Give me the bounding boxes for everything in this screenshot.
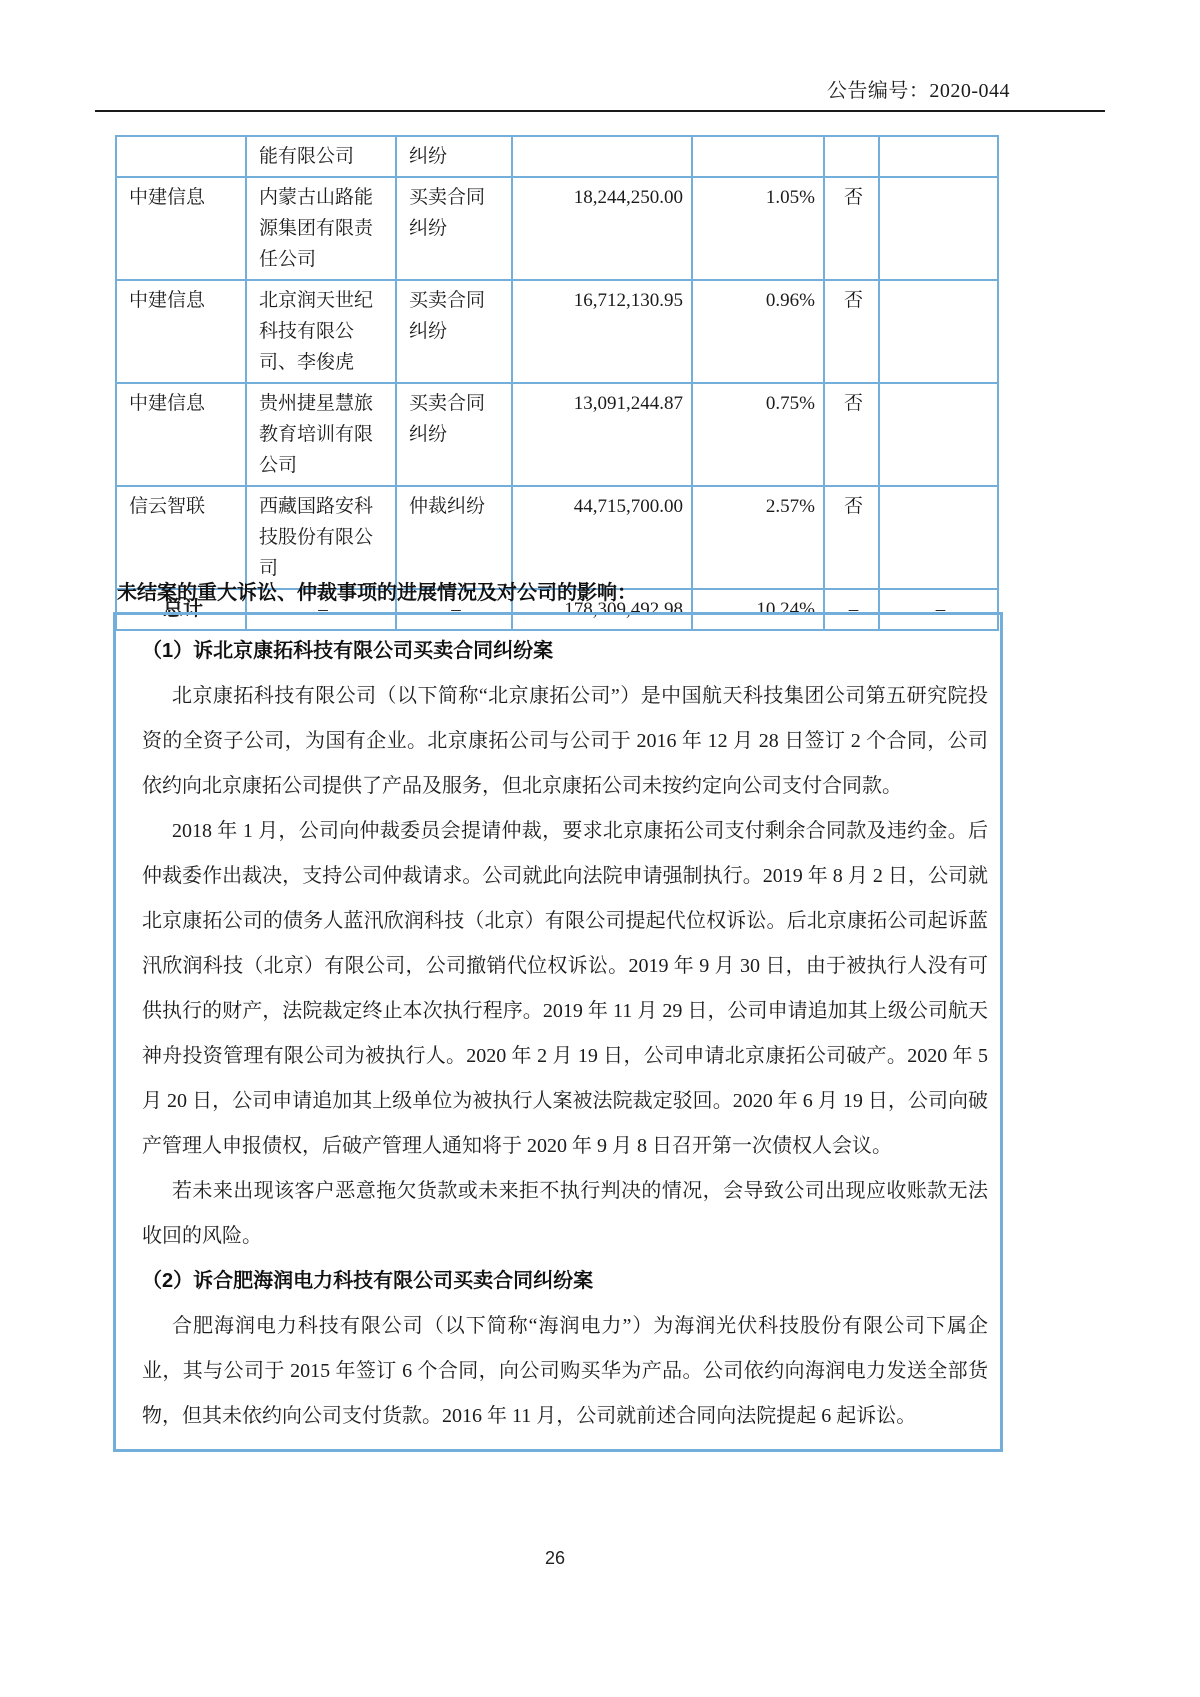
table-cell: [879, 383, 998, 486]
table-cell: [879, 136, 998, 177]
table-cell: [512, 136, 692, 177]
table-cell: –: [246, 589, 396, 630]
table-cell: 中建信息: [116, 177, 246, 280]
table-cell: 否: [824, 383, 879, 486]
litigation-table: [115, 135, 999, 631]
table-cell: 否: [824, 280, 879, 383]
table-cell: 总计: [116, 589, 246, 630]
case-heading: （2）诉合肥海润电力科技有限公司买卖合同纠纷案: [142, 1270, 594, 1292]
table-cell: 2.57%: [692, 486, 824, 589]
case-paragraph: 合肥海润电力科技有限公司（以下简称“海润电力”）为海润光伏科技股份有限公司下属企业，其与公司于 2015 年签订 6 个合同，向公司购买华为产品。公司依约向海润电力发送全部货物，但其未依约向公司支付货款。2016 年 11 月，公司就前述合同向法院提起 6 起诉讼。: [142, 1315, 988, 1427]
case-heading: （1）诉北京康拓科技有限公司买卖合同纠纷案: [142, 640, 554, 662]
table-cell: [879, 486, 998, 589]
table-cell: 16,712,130.95: [512, 280, 692, 383]
table-cell: 纠纷: [396, 136, 512, 177]
table-cell: 信云智联: [116, 486, 246, 589]
table-cell: 1.05%: [692, 177, 824, 280]
table-cell: 中建信息: [116, 280, 246, 383]
case-paragraph: 2018 年 1 月，公司向仲裁委员会提请仲裁，要求北京康拓公司支付剩余合同款及违约金。后仲裁委作出裁决，支持公司仲裁请求。公司就此向法院申请强制执行。2019 年 8 月 2 日，公司就北京康拓公司的债务人蓝汛欣润科技（北京）有限公司提起代位权诉讼。后北京康拓公司起诉蓝汛欣润科技（北京）有限公司，公司撤销代位权诉讼。2019 年 9 月 30 日，由于被执行人没有可供执行的财产，法院裁定终止本次执行程序。2019 年 11 月 29 日，公司申请追加其上级公司航天神舟投资管理有限公司为被执行人。2020 年 2 月 19 日，公司申请北京康拓公司破产。2020 年 5 月 20 日，公司申请追加其上级单位为被执行人案被法院裁定驳回。2020 年 6 月 19 日，公司向破产管理人申报债权，后破产管理人通知将于 2020 年 9 月 8 日召开第一次债权人会议。: [142, 820, 988, 1157]
table-cell: 能有限公司: [246, 136, 396, 177]
table-cell: [116, 136, 246, 177]
table-cell: –: [396, 589, 512, 630]
table-cell: 西藏国路安科技股份有限公司: [246, 486, 396, 589]
table-cell: [879, 280, 998, 383]
table-cell: 否: [824, 177, 879, 280]
table-cell: 10.24%: [692, 589, 824, 630]
table-cell: 18,244,250.00: [512, 177, 692, 280]
doc-number: 公告编号：2020-044: [826, 80, 1010, 102]
table-row: [116, 383, 998, 486]
table-cell: 0.75%: [692, 383, 824, 486]
table-row: [116, 177, 998, 280]
table-cell: 买卖合同纠纷: [396, 383, 512, 486]
litigation-table-wrap: [115, 135, 999, 631]
section-heading: 未结案的重大诉讼、仲裁事项的进展情况及对公司的影响：: [117, 582, 637, 604]
table-cell: 中建信息: [116, 383, 246, 486]
table-cell: [879, 177, 998, 280]
table-cell: –: [824, 589, 879, 630]
table-cell: 否: [824, 486, 879, 589]
table-row: [116, 136, 998, 177]
table-cell: [692, 136, 824, 177]
table-cell: 内蒙古山路能源集团有限责任公司: [246, 177, 396, 280]
table-cell: 仲裁纠纷: [396, 486, 512, 589]
table-cell: 买卖合同纠纷: [396, 177, 512, 280]
page-number: 26: [544, 1548, 566, 1568]
table-cell: 贵州捷星慧旅教育培训有限公司: [246, 383, 396, 486]
table-cell: –: [879, 589, 998, 630]
table-row: [116, 280, 998, 383]
case-progress-box: [113, 612, 1003, 1452]
header-rule: [95, 110, 1105, 112]
table-cell: 买卖合同纠纷: [396, 280, 512, 383]
case-paragraph: 北京康拓科技有限公司（以下简称“北京康拓公司”）是中国航天科技集团公司第五研究院投资的全资子公司，为国有企业。北京康拓公司与公司于 2016 年 12 月 28 日签订 2 个合同，公司依约向北京康拓公司提供了产品及服务，但北京康拓公司未按约定向公司支付合同款。: [142, 685, 988, 797]
table-cell: 44,715,700.00: [512, 486, 692, 589]
case-paragraph: 若未来出现该客户恶意拖欠货款或未来拒不执行判决的情况，会导致公司出现应收账款无法收回的风险。: [142, 1180, 988, 1247]
table-cell: 0.96%: [692, 280, 824, 383]
table-cell: 178,309,492.98: [512, 589, 692, 630]
table-row: [116, 486, 998, 589]
table-cell: 北京润天世纪科技有限公司、李俊虎: [246, 280, 396, 383]
table-cell: 13,091,244.87: [512, 383, 692, 486]
table-cell: [824, 136, 879, 177]
